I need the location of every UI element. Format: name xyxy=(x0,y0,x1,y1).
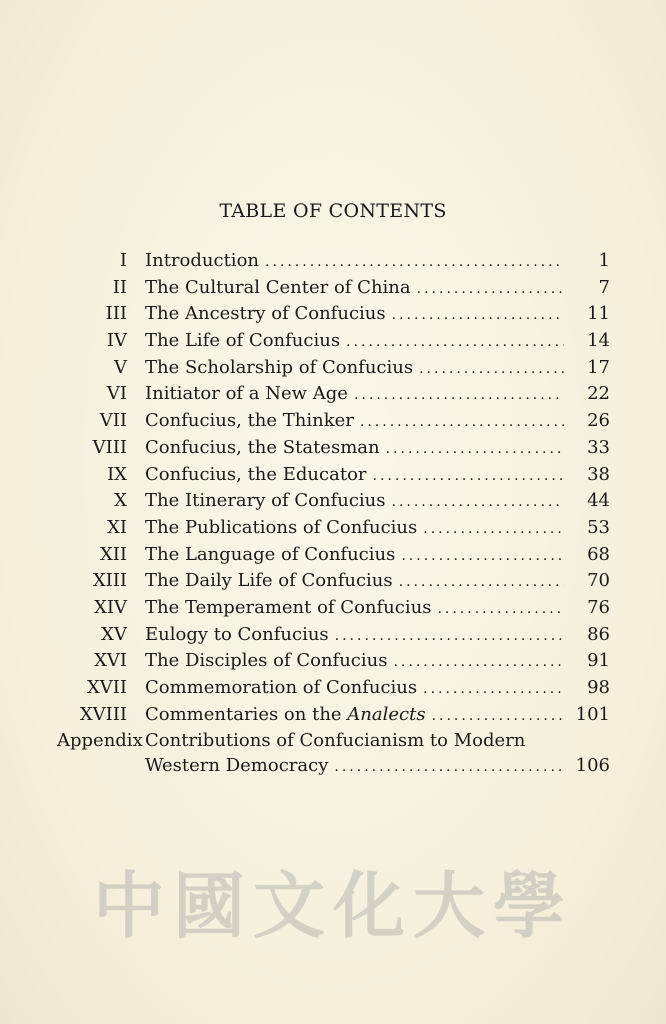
dot-leader xyxy=(393,649,564,676)
dot-leader xyxy=(354,382,564,409)
page-number: 14 xyxy=(587,330,610,352)
chapter-number: VII xyxy=(99,410,127,432)
chapter-number: XVIII xyxy=(79,703,127,725)
dot-leader xyxy=(437,596,564,623)
toc-entry xyxy=(50,702,610,729)
dot-leader xyxy=(335,623,564,650)
chapter-title: The Publications of Confucius xyxy=(145,516,418,538)
page-number: 44 xyxy=(587,490,610,512)
page-title: TABLE OF CONTENTS xyxy=(219,200,447,222)
toc-entry xyxy=(50,381,610,408)
appendix-title-line1: Contributions of Confucianism to Modern xyxy=(145,730,526,752)
page-number: 91 xyxy=(587,650,610,672)
page-number: 17 xyxy=(587,356,610,378)
chapter-number: II xyxy=(112,276,127,298)
toc-entry xyxy=(50,675,610,702)
dot-leader xyxy=(432,703,564,730)
chapter-title: Commentaries on the Analects xyxy=(145,703,426,725)
chapter-title: Eulogy to Confucius xyxy=(145,623,329,645)
dot-leader xyxy=(373,463,564,490)
dot-leader xyxy=(423,516,564,543)
toc-appendix xyxy=(50,728,610,755)
table-of-contents xyxy=(50,248,610,777)
dot-leader xyxy=(423,676,564,703)
page-number: 76 xyxy=(587,596,610,618)
chapter-number: XVI xyxy=(94,650,127,672)
page-number: 101 xyxy=(575,703,610,725)
chapter-number: IV xyxy=(106,330,127,352)
page-number: 53 xyxy=(587,516,610,538)
dot-leader xyxy=(392,302,564,329)
page-number: 98 xyxy=(587,677,610,698)
chapter-number: X xyxy=(114,490,127,512)
chapter-title-italic: Analects xyxy=(347,703,426,725)
toc-entry xyxy=(50,275,610,302)
chapter-number: VIII xyxy=(92,436,127,458)
chapter-title: Confucius, the Educator xyxy=(145,463,367,485)
chapter-title: Commemoration of Confucius xyxy=(145,677,418,698)
chapter-title: The Scholarship of Confucius xyxy=(145,356,414,378)
chapter-title: The Language of Confucius xyxy=(145,543,396,565)
chapter-title: Initiator of a New Age xyxy=(145,383,348,405)
toc-entry xyxy=(50,301,610,328)
toc-entry xyxy=(50,542,610,569)
toc-entry xyxy=(50,648,610,675)
dot-leader xyxy=(346,329,564,356)
dot-leader xyxy=(386,436,564,463)
chapter-number: XIII xyxy=(92,570,127,592)
appendix-title-line2: Western Democracy xyxy=(145,755,329,777)
chapter-number: XII xyxy=(99,543,127,565)
chapter-title: The Itinerary of Confucius xyxy=(145,490,386,512)
chapter-title: Introduction xyxy=(145,250,259,271)
chapter-title: The Cultural Center of China xyxy=(145,276,411,298)
chapter-title: Confucius, the Statesman xyxy=(145,436,380,458)
toc-entry xyxy=(50,568,610,595)
toc-entry xyxy=(50,408,610,435)
dot-leader xyxy=(399,569,564,596)
toc-entry xyxy=(50,488,610,515)
chapter-number: V xyxy=(114,356,127,378)
chapter-number: XI xyxy=(107,516,127,538)
page-number: 1 xyxy=(598,250,610,271)
toc-entry xyxy=(50,622,610,649)
toc-entry xyxy=(50,515,610,542)
chapter-title: The Temperament of Confucius xyxy=(145,596,432,618)
page-number: 26 xyxy=(587,410,610,432)
toc-entry xyxy=(50,462,610,489)
toc-entry xyxy=(50,248,610,275)
chapter-number: XIV xyxy=(94,596,127,618)
chapter-number: IX xyxy=(107,463,127,485)
page-number: 7 xyxy=(598,276,610,298)
page-number: 106 xyxy=(575,755,610,777)
chapter-title: The Disciples of Confucius xyxy=(145,650,388,672)
dot-leader xyxy=(334,756,564,778)
appendix-label: Appendix xyxy=(57,730,143,752)
toc-entry xyxy=(50,595,610,622)
chapter-number: III xyxy=(105,303,127,325)
page-number: 86 xyxy=(587,623,610,645)
dot-leader xyxy=(360,409,564,436)
page-number: 68 xyxy=(587,543,610,565)
chapter-number: XVII xyxy=(86,677,127,698)
dot-leader xyxy=(392,489,565,516)
toc-appendix-continuation xyxy=(50,755,610,777)
page-number: 38 xyxy=(587,463,610,485)
chapter-title: The Life of Confucius xyxy=(145,330,341,352)
page-number: 70 xyxy=(587,570,610,592)
dot-leader xyxy=(417,276,564,303)
dot-leader xyxy=(265,249,564,276)
chapter-number: I xyxy=(119,250,127,271)
toc-entry xyxy=(50,435,610,462)
page-number: 22 xyxy=(587,383,610,405)
dot-leader xyxy=(419,356,564,383)
toc-entry xyxy=(50,328,610,355)
chapter-title: The Daily Life of Confucius xyxy=(145,570,393,592)
page-number: 11 xyxy=(587,303,610,325)
toc-entry xyxy=(50,355,610,382)
chapter-number: XV xyxy=(101,623,127,645)
dot-leader xyxy=(401,543,564,570)
university-watermark: 中國文化大學 xyxy=(92,864,573,948)
chapter-title: The Ancestry of Confucius xyxy=(145,303,386,325)
chapter-title: Confucius, the Thinker xyxy=(145,410,354,432)
chapter-number: VI xyxy=(106,383,127,405)
page-number: 33 xyxy=(587,436,610,458)
